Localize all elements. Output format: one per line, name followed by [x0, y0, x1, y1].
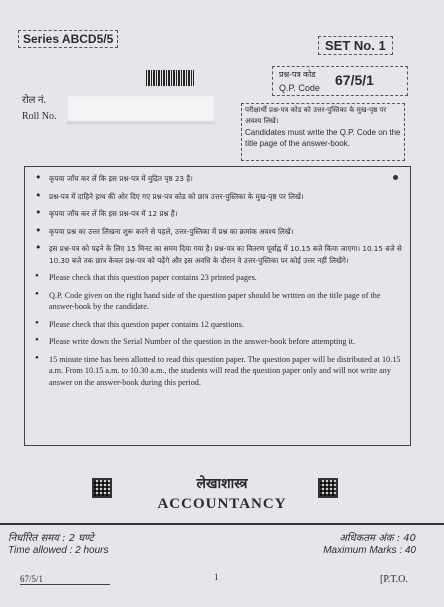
candidate-note-hindi: परीक्षार्थी प्रश्न-पत्र कोड को उत्तर-पुस्तिका के मुख-पृष्ठ पर अवश्य लिखें।	[245, 106, 387, 125]
instruction-item: • Please write down the Serial Number of the question in the answer-book before attempting it.	[33, 336, 402, 348]
qp-code-value: 67/5/1	[335, 72, 374, 88]
qp-code-label-hindi: प्रश्न-पत्र कोड	[279, 70, 316, 79]
maximum-marks-hindi: अधिकतम अंक : 40	[339, 533, 416, 544]
instruction-item: • Please check that this question paper contains 23 printed pages.	[33, 272, 402, 284]
set-number: SET No. 1	[318, 36, 393, 55]
time-allowed: Time allowed : 2 hours	[8, 545, 109, 556]
series-label: Series ABCD5/5	[18, 30, 118, 48]
pto-marker: [P.T.O.	[380, 574, 408, 585]
qr-code-icon	[318, 478, 338, 498]
time-allowed-hindi: निर्धारित समय : 2 घण्टे	[8, 533, 94, 544]
instruction-item: • Please check that this question paper contains 12 questions.	[33, 319, 402, 331]
instructions-box	[24, 166, 411, 446]
page-number: 1	[214, 572, 219, 582]
qr-code-icon	[92, 478, 112, 498]
roll-number-label: Roll No.	[22, 111, 57, 122]
candidate-instruction-box	[241, 103, 405, 161]
instruction-item: • प्रश्न-पत्र में दाहिने हाथ की ओर दिए गए प्रश्न-पत्र कोड को छात्र उत्तर-पुस्तिका के मुख-पृष्ठ पर लिखें।	[33, 191, 402, 203]
instruction-item: • कृपया जाँच कर लें कि इस प्रश्न-पत्र में 12 प्रश्न हैं।	[33, 208, 402, 220]
qp-code-label: Q.P. Code	[279, 83, 320, 93]
maximum-marks: Maximum Marks : 40	[323, 545, 416, 556]
instructions-list	[33, 173, 402, 388]
candidate-note: Candidates must write the Q.P. Code on the title page of the answer-book.	[245, 128, 401, 148]
instruction-item: • कृपया जाँच कर लें कि इस प्रश्न-पत्र में मुद्रित पृष्ठ 23 हैं।	[33, 173, 402, 185]
instruction-item: • कृपया प्रश्न का उत्तर लिखना शुरू करने से पहले, उत्तर-पुस्तिका में प्रश्न का क्रमांक अवश्य लिखें।	[33, 226, 402, 238]
divider	[0, 523, 444, 525]
footer-code: 67/5/1	[20, 574, 110, 585]
barcode	[146, 70, 194, 86]
roll-number-label-hindi: रोल नं.	[22, 95, 47, 106]
qp-code-box	[272, 66, 408, 96]
subject-title: ACCOUNTANCY	[157, 496, 287, 512]
instruction-item: • इस प्रश्न-पत्र को पढ़ने के लिए 15 मिनट का समय दिया गया है। प्रश्न-पत्र का वितरण पूर्वाह्न में 10.15 बजे किया जाएगा। 10.15 बजे से 10.30 बजे तक छात्र केवल प्रश्न-पत्र को पढ़ेंगे और इस अवधि के दौरान वे उत्तर-पुस्तिका पर कोई उत्तर नहीं लिखेंगे।	[33, 243, 402, 266]
roll-number-field	[68, 96, 214, 123]
instruction-item: • Q.P. Code given on the right hand side of the question paper should be written on the title page of the answer-book by the candidate.	[33, 290, 402, 313]
instruction-item: • 15 minute time has been allotted to read this question paper. The question paper will be distributed at 10.15 a.m. From 10.15 a.m. to 10.30 a.m., the students will read the question paper only and will not write any answer on the answer-book during this period.	[33, 354, 402, 389]
subject-title-hindi: लेखाशास्त्र	[196, 476, 248, 492]
